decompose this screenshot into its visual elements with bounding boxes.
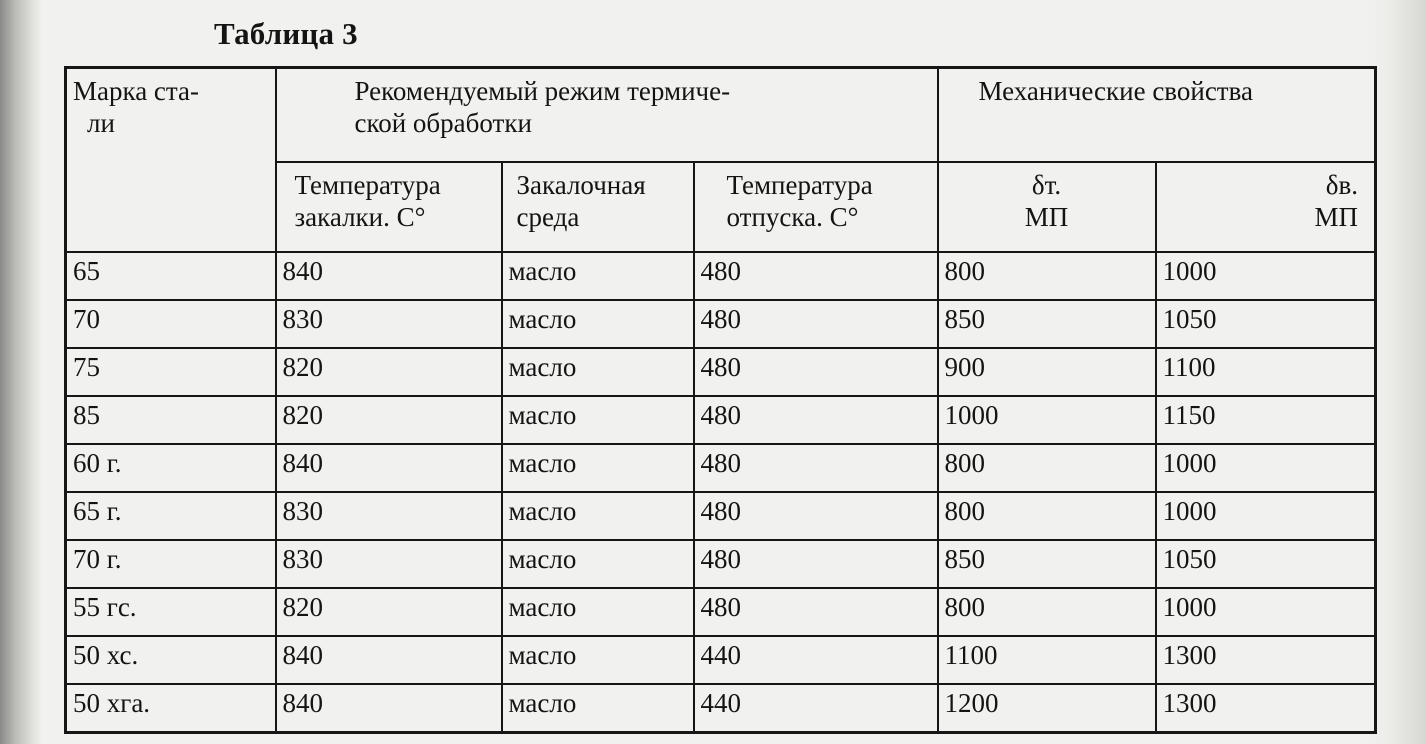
- sub-quench-temp-line2: закалки. С°: [294, 202, 426, 233]
- sub-temper-temp-line1: Температура: [726, 170, 873, 200]
- cell-medium: масло: [502, 588, 694, 636]
- cell-medium: масло: [502, 540, 694, 588]
- steel-heat-treatment-table: [64, 66, 1377, 734]
- header-treatment-line1: Рекомендуемый режим термиче-: [354, 76, 731, 106]
- cell-sigma-t: 800: [938, 588, 1156, 636]
- cell-sigma-t: 850: [938, 300, 1156, 348]
- cell-temper-temp: 480: [694, 492, 938, 540]
- cell-grade: 85: [66, 396, 276, 444]
- cell-quench-temp: 830: [276, 492, 502, 540]
- cell-medium: масло: [502, 252, 694, 300]
- table-row: [66, 348, 1376, 396]
- table-row: [66, 492, 1376, 540]
- cell-sigma-t: 850: [938, 540, 1156, 588]
- sub-sigma-v: [1156, 162, 1376, 252]
- cell-quench-temp: 840: [276, 252, 502, 300]
- table-row: [66, 300, 1376, 348]
- sub-quench-temp: [276, 162, 502, 252]
- cell-sigma-v: 1300: [1156, 684, 1376, 733]
- cell-medium: масло: [502, 492, 694, 540]
- cell-sigma-v: 1300: [1156, 636, 1376, 684]
- header-treatment-line2: ской обработки: [354, 108, 532, 139]
- table-row: [66, 636, 1376, 684]
- cell-temper-temp: 480: [694, 348, 938, 396]
- sub-quench-medium-line1: Закалочная: [516, 170, 646, 200]
- cell-sigma-v: 1150: [1156, 396, 1376, 444]
- cell-sigma-v: 1050: [1156, 540, 1376, 588]
- cell-medium: масло: [502, 300, 694, 348]
- cell-medium: масло: [502, 444, 694, 492]
- cell-grade: 55 гс.: [66, 588, 276, 636]
- table-row: [66, 252, 1376, 300]
- table-row: [66, 396, 1376, 444]
- cell-medium: масло: [502, 636, 694, 684]
- cell-temper-temp: 480: [694, 444, 938, 492]
- header-grade-line2: ли: [87, 108, 115, 139]
- header-treatment: [276, 68, 938, 163]
- cell-sigma-v: 1050: [1156, 300, 1376, 348]
- cell-temper-temp: 440: [694, 684, 938, 733]
- cell-sigma-t: 800: [938, 492, 1156, 540]
- cell-quench-temp: 820: [276, 588, 502, 636]
- sub-temper-temp-line2: отпуска. С°: [726, 202, 859, 233]
- cell-grade: 70: [66, 300, 276, 348]
- cell-quench-temp: 820: [276, 396, 502, 444]
- cell-grade: 75: [66, 348, 276, 396]
- cell-sigma-t: 1100: [938, 636, 1156, 684]
- table-row: [66, 444, 1376, 492]
- cell-temper-temp: 480: [694, 540, 938, 588]
- cell-grade: 65: [66, 252, 276, 300]
- cell-sigma-v: 1100: [1156, 348, 1376, 396]
- cell-medium: масло: [502, 348, 694, 396]
- header-grade: [66, 68, 276, 253]
- scan-edge-left: [0, 0, 42, 744]
- sub-sigma-v-line1: δв.: [1325, 170, 1359, 200]
- cell-sigma-v: 1000: [1156, 492, 1376, 540]
- sub-quench-temp-line1: Температура: [294, 170, 441, 200]
- cell-temper-temp: 480: [694, 300, 938, 348]
- cell-quench-temp: 820: [276, 348, 502, 396]
- cell-grade: 50 хга.: [66, 684, 276, 733]
- header-row-main: [66, 68, 1376, 163]
- cell-medium: масло: [502, 684, 694, 733]
- cell-sigma-v: 1000: [1156, 252, 1376, 300]
- cell-quench-temp: 840: [276, 684, 502, 733]
- cell-temper-temp: 480: [694, 396, 938, 444]
- table-caption: Таблица 3: [214, 16, 358, 51]
- cell-temper-temp: 480: [694, 588, 938, 636]
- table-row: [66, 684, 1376, 733]
- table-row: [66, 588, 1376, 636]
- header-mechanical: Механические свойства: [938, 68, 1376, 163]
- cell-sigma-t: 1000: [938, 396, 1156, 444]
- cell-sigma-t: 900: [938, 348, 1156, 396]
- cell-grade: 70 г.: [66, 540, 276, 588]
- cell-grade: 50 хс.: [66, 636, 276, 684]
- cell-sigma-t: 800: [938, 444, 1156, 492]
- cell-medium: масло: [502, 396, 694, 444]
- sub-temper-temp: [694, 162, 938, 252]
- sub-sigma-t: [938, 162, 1156, 252]
- sub-quench-medium: [502, 162, 694, 252]
- sub-sigma-t-line2: МП: [1024, 202, 1069, 233]
- cell-quench-temp: 830: [276, 540, 502, 588]
- cell-grade: 60 г.: [66, 444, 276, 492]
- header-grade-line1: Марка ста-: [73, 76, 200, 106]
- cell-grade: 65 г.: [66, 492, 276, 540]
- cell-quench-temp: 830: [276, 300, 502, 348]
- sub-quench-medium-line2: среда: [516, 202, 580, 233]
- cell-sigma-v: 1000: [1156, 588, 1376, 636]
- cell-sigma-t: 1200: [938, 684, 1156, 733]
- cell-quench-temp: 840: [276, 444, 502, 492]
- table-row: [66, 540, 1376, 588]
- cell-sigma-v: 1000: [1156, 444, 1376, 492]
- sub-sigma-t-line1: δт.: [1031, 170, 1062, 200]
- cell-sigma-t: 800: [938, 252, 1156, 300]
- sub-sigma-v-line2: МП: [1314, 202, 1359, 233]
- cell-quench-temp: 840: [276, 636, 502, 684]
- cell-temper-temp: 480: [694, 252, 938, 300]
- cell-temper-temp: 440: [694, 636, 938, 684]
